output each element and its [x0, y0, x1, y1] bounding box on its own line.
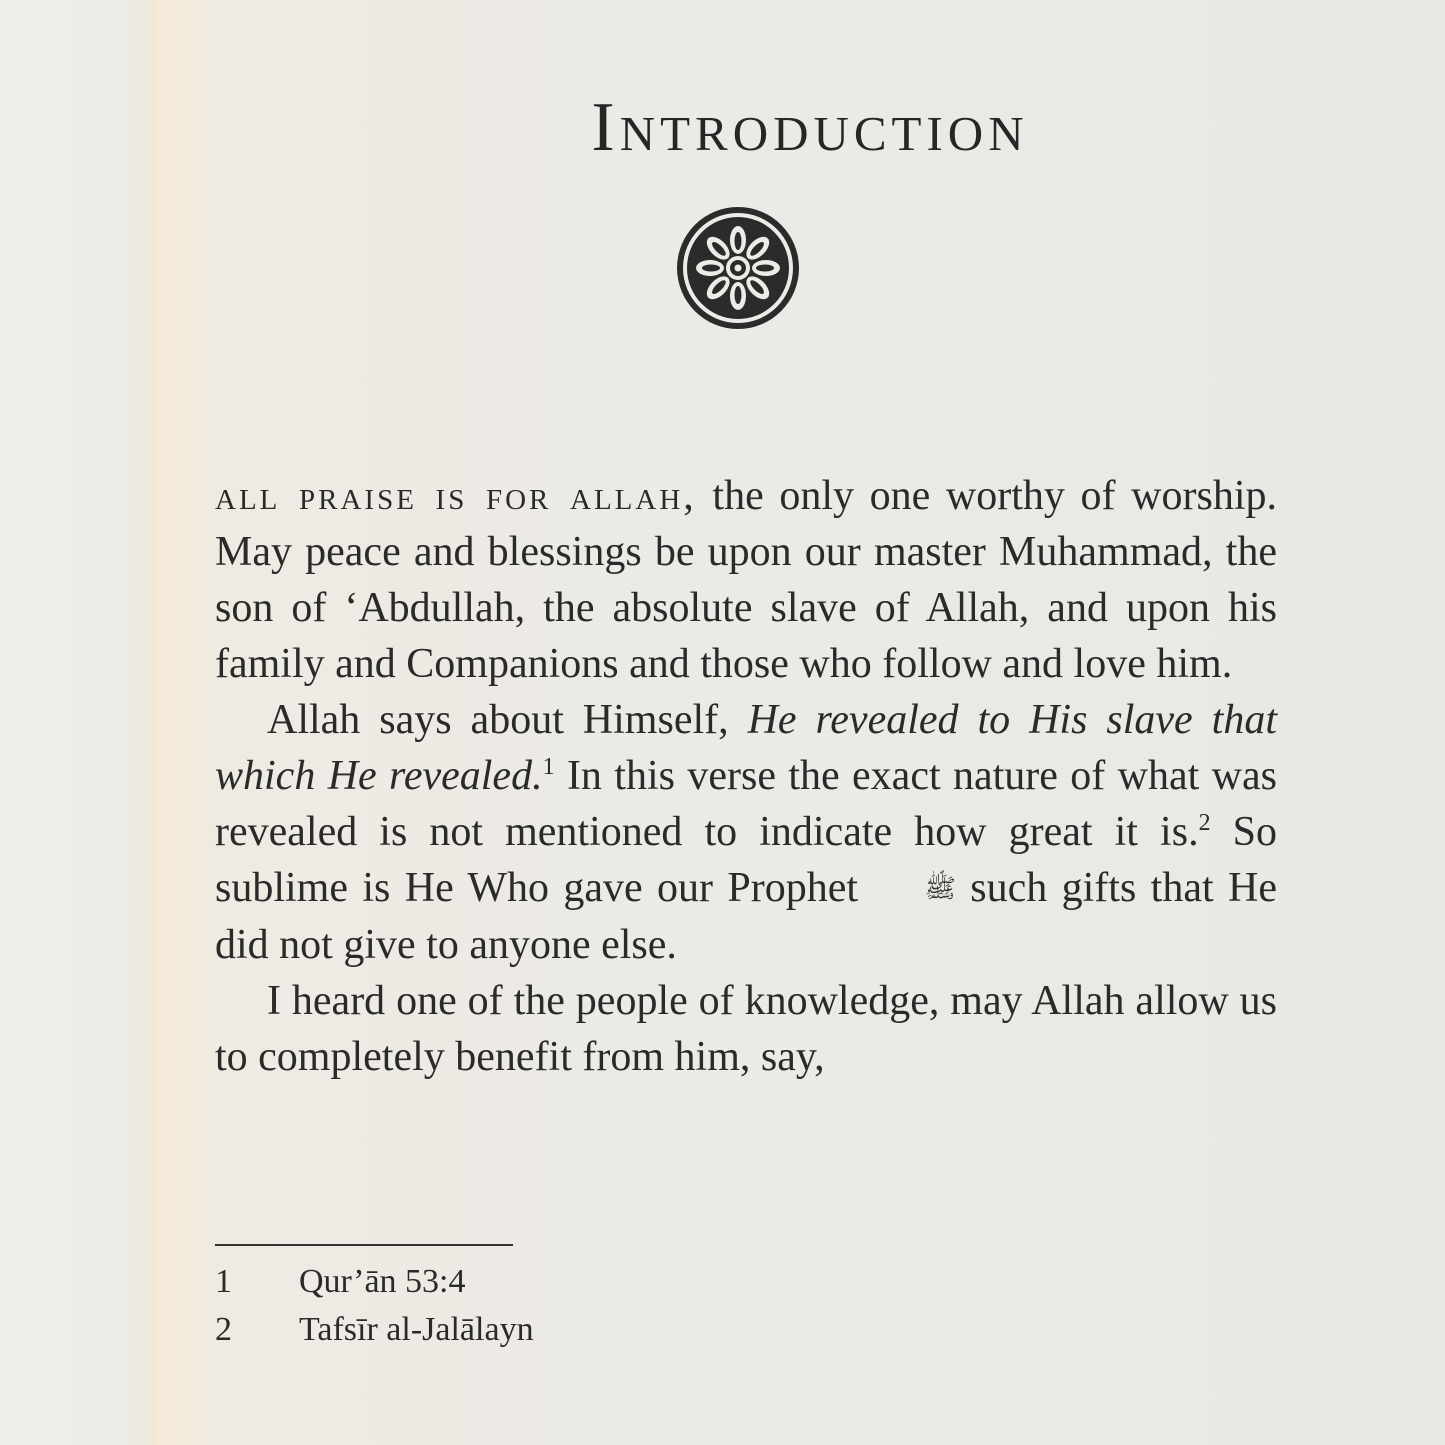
paragraph-2-middle: In this verse the exact nature of what was revealed is not mentioned to indicate how great it is. — [215, 753, 1277, 855]
footnote-ref-1: 1 — [542, 754, 555, 780]
paragraph-3-text: I heard one of the people of knowledge, may Allah allow us to completely benefit from him, say, — [215, 978, 1277, 1080]
rosette-ornament-icon — [674, 204, 802, 332]
book-page — [155, 0, 1445, 1445]
footnote-text: Tafsīr al-Jalālayn — [299, 1311, 534, 1348]
paragraph-2-after-1: So sublime is He Who gave our Prophet — [215, 809, 1278, 911]
footnote-text: Qur’ān 53:4 — [299, 1263, 466, 1300]
chapter-title: Introduction — [591, 89, 1029, 166]
paragraph-1-text: the only one worthy of worship. May peace and blessings be upon our master Muhammad, the son of ‘Abdullah, the absolute slave of Allah, and upon his family and Companions and those who follow and love him. — [215, 473, 1277, 687]
paragraph-3 — [215, 973, 1277, 1085]
footnote-number: 1 — [215, 1263, 232, 1300]
footnote-rule — [215, 1244, 513, 1246]
lead-in-small-caps: all praise is for allah, — [215, 473, 697, 519]
footnote — [215, 1306, 534, 1354]
paragraph-2-before: Allah says about Himself, — [267, 697, 748, 743]
paragraph-2 — [215, 692, 1277, 973]
footnote-ref-2: 2 — [1198, 810, 1211, 836]
footnote-number: 2 — [215, 1311, 232, 1348]
quran-quote: He revealed to His slave that which He revealed. — [215, 697, 1277, 799]
footnotes — [215, 1258, 534, 1354]
honorific-glyph: ﷺ — [924, 874, 956, 903]
body-text — [215, 468, 1277, 1085]
footnote — [215, 1258, 534, 1306]
previous-page-edge — [0, 0, 160, 1445]
paragraph-1 — [215, 468, 1277, 692]
paragraph-2-after-2: such gifts that He did not give to anyone else. — [215, 865, 1277, 968]
